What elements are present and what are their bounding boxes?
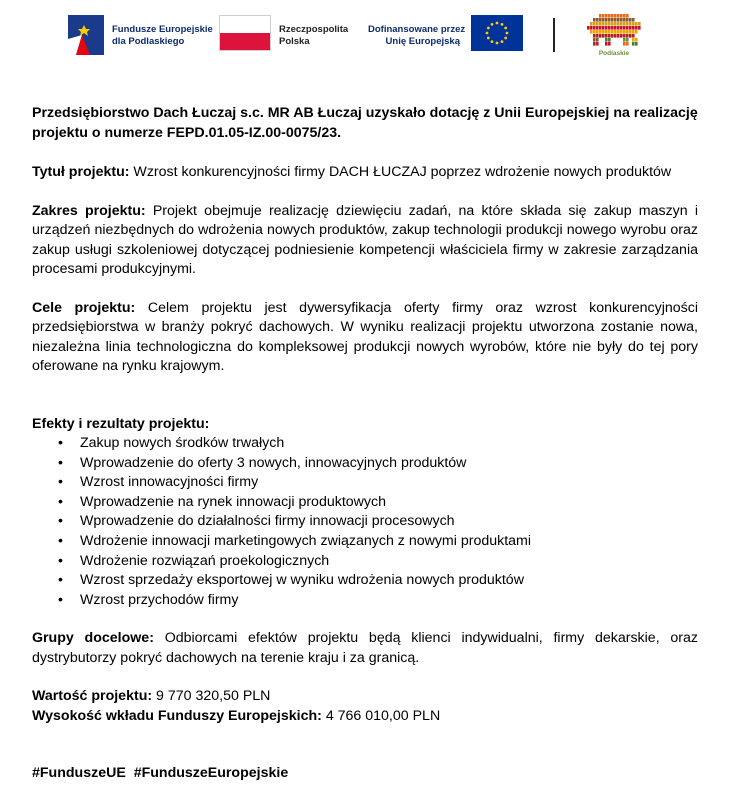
mosaic-tile	[593, 26, 596, 30]
mosaic-tile	[617, 30, 620, 34]
target-groups-label: Grupy docelowe:	[32, 630, 154, 647]
mosaic-tile	[635, 42, 638, 46]
mosaic-tile	[593, 34, 596, 38]
list-item: • Wprowadzenie do działalności firmy innowacji procesowych	[32, 512, 698, 532]
mosaic-tile	[605, 34, 608, 38]
eu-star	[487, 37, 490, 40]
mosaic-tile	[596, 34, 599, 38]
hashtags: #FunduszeUE #FunduszeEuropejskie	[32, 765, 289, 782]
polish-flag-icon	[219, 15, 271, 51]
eu-star	[504, 27, 507, 30]
mosaic-tile	[614, 14, 617, 18]
mosaic-tile	[629, 30, 632, 34]
mosaic-tile	[632, 26, 635, 30]
list-item: • Wzrost innowacyjności firmy	[32, 473, 698, 493]
logo-separator	[553, 18, 555, 52]
mosaic-tile	[593, 22, 596, 26]
mosaic-tile	[623, 42, 626, 46]
heading: Przedsiębiorstwo Dach Łuczaj s.c. MR AB Łuczaj uzyskało dotację z Unii Europejskiej na realizację projektu o numerze FEPD.01.05-IZ.00-0075/23.	[32, 105, 698, 141]
eu-star	[504, 37, 507, 40]
rp-logo-text: Rzeczpospolita Polska	[279, 24, 349, 47]
mosaic-tile	[614, 34, 617, 38]
mosaic-tile	[605, 22, 608, 26]
project-title	[32, 163, 698, 183]
mosaic-tile	[620, 18, 623, 22]
mosaic-tile	[629, 22, 632, 26]
mosaic-tile	[596, 18, 599, 22]
mosaic-tile	[632, 30, 635, 34]
mosaic-tile	[635, 38, 638, 42]
mosaic-tile	[605, 30, 608, 34]
mosaic-tile	[593, 38, 596, 42]
eu-cofunded-logo	[368, 15, 528, 57]
mosaic-tile	[623, 14, 626, 18]
project-goals-text: Celem projektu jest dywersyfikacja oferty firmy oraz wzrost konkurencyjności przedsiębiorstwa w branży pokryć dachowych. W wyniku realizacji projektu utworzona zostanie nowa, niezależna linia technologiczna do kompleksowej produkcji nowych wyrobów, które nie były do tej pory oferowane na rynku krajowym.	[32, 299, 698, 374]
list-item: • Wdrożenie innowacji marketingowych związanych z nowymi produktami	[32, 532, 698, 552]
mosaic-tile	[599, 22, 602, 26]
mosaic-tile	[611, 30, 614, 34]
mosaic-tile	[608, 18, 611, 22]
eu-star	[501, 40, 504, 43]
mosaic-tile	[620, 34, 623, 38]
mosaic-tile	[623, 34, 626, 38]
eu-flag-icon	[471, 15, 523, 51]
eu-contribution-label: Wysokość wkładu Funduszy Europejskich:	[32, 707, 322, 724]
mosaic-tile	[614, 22, 617, 26]
mosaic-tile	[614, 26, 617, 30]
mosaic-tile	[623, 18, 626, 22]
mosaic-tile	[635, 26, 638, 30]
list-item: • Zakup nowych środków trwałych	[32, 434, 698, 454]
project-scope	[32, 202, 698, 280]
mosaic-tile	[593, 18, 596, 22]
podlaskie-label: Podlaskie	[598, 50, 630, 57]
mosaic-tile	[602, 14, 605, 18]
mosaic-tile	[626, 26, 629, 30]
mosaic-tile	[608, 38, 611, 42]
mosaic-tile	[614, 18, 617, 22]
list-item: • Wzrost przychodów firmy	[32, 591, 698, 611]
mosaic-tile	[632, 34, 635, 38]
mosaic-tile	[626, 34, 629, 38]
eu-star	[506, 32, 509, 35]
mosaic-tile	[608, 22, 611, 26]
mosaic-tile	[608, 26, 611, 30]
mosaic-tile	[605, 14, 608, 18]
project-goals	[32, 299, 698, 377]
project-title-label: Tytuł projektu:	[32, 164, 130, 180]
mosaic-tile	[593, 30, 596, 34]
mosaic-tile	[599, 26, 602, 30]
mosaic-tile	[617, 34, 620, 38]
mosaic-tile	[602, 26, 605, 30]
mosaic-tile	[596, 42, 599, 46]
eu-star	[487, 27, 490, 30]
list-item: • Wdrożenie rozwiązań proekologicznych	[32, 552, 698, 572]
effects-label: Efekty i rezultaty projektu:	[32, 415, 210, 432]
project-value-amount: 9 770 320,50 PLN	[152, 688, 271, 705]
mosaic-tile	[593, 42, 596, 46]
bison-icon	[584, 12, 644, 50]
project-goals-label: Cele projektu:	[32, 299, 136, 316]
target-groups-text: Odbiorcami efektów projektu będą klienci indywidualni, firmy dekarskie, oraz dystrybutorzy pokryć dachowych na terenie kraju i za granicą.	[32, 630, 699, 666]
mosaic-tile	[611, 26, 614, 30]
project-value	[32, 687, 698, 707]
eu-contribution-amount: 4 766 010,00 PLN	[321, 707, 441, 724]
mosaic-tile	[617, 14, 620, 18]
mosaic-tile	[638, 22, 641, 26]
mosaic-tile	[635, 22, 638, 26]
mosaic-tile	[617, 26, 620, 30]
eu-logo-text: Dofinansowane przez Unię Europejską	[368, 24, 466, 47]
mosaic-tile	[602, 34, 605, 38]
mosaic-tile	[602, 22, 605, 26]
mosaic-tile	[596, 30, 599, 34]
mosaic-tile	[632, 42, 635, 46]
mosaic-tile	[596, 38, 599, 42]
mosaic-tile	[620, 14, 623, 18]
mosaic-tile	[611, 14, 614, 18]
mosaic-tile	[611, 18, 614, 22]
eu-star	[491, 23, 494, 26]
mosaic-tile	[632, 38, 635, 42]
mosaic-tile	[602, 18, 605, 22]
mosaic-tile	[590, 22, 593, 26]
podlaskie-logo	[584, 12, 644, 62]
mosaic-tile	[608, 42, 611, 46]
eu-star	[501, 23, 504, 26]
mosaic-tile	[626, 22, 629, 26]
mosaic-tile	[635, 30, 638, 34]
fundusze-europejskie-logo	[68, 15, 218, 57]
mosaic-tile	[626, 30, 629, 34]
mosaic-tile	[590, 26, 593, 30]
mosaic-tile	[608, 14, 611, 18]
mosaic-tile	[617, 18, 620, 22]
mosaic-tile	[599, 30, 602, 34]
eu-star	[491, 40, 494, 43]
mosaic-tile	[629, 34, 632, 38]
rzeczpospolita-polska-logo	[219, 15, 359, 57]
mosaic-tile	[608, 30, 611, 34]
project-value-label: Wartość projektu:	[32, 688, 153, 705]
eu-star	[496, 42, 499, 45]
project-scope-label: Zakres projektu:	[32, 202, 146, 219]
document-body	[32, 104, 698, 784]
mosaic-tile	[611, 34, 614, 38]
list-item: • Wzrost sprzedaży eksportowej w wyniku wdrożenia nowych produktów	[32, 571, 698, 591]
mosaic-tile	[605, 26, 608, 30]
mosaic-tile	[587, 26, 590, 30]
project-title-text: Wzrost konkurencyjności firmy DACH ŁUCZAJ poprzez wdrożenie nowych produktów	[129, 164, 672, 180]
mosaic-tile	[632, 18, 635, 22]
list-item: • Wprowadzenie do oferty 3 nowych, innowacyjnych produktów	[32, 454, 698, 474]
mosaic-tile	[623, 26, 626, 30]
fe-logo-text: Fundusze Europejskie dla Podlaskiego	[112, 24, 213, 47]
mosaic-tile	[605, 18, 608, 22]
mosaic-tile	[620, 22, 623, 26]
mosaic-tile	[626, 38, 629, 42]
mosaic-tile	[608, 34, 611, 38]
mosaic-tile	[626, 42, 629, 46]
mosaic-tile	[632, 22, 635, 26]
mosaic-tile	[605, 42, 608, 46]
mosaic-tile	[617, 22, 620, 26]
mosaic-tile	[626, 14, 629, 18]
eu-star	[496, 22, 499, 25]
mosaic-tile	[623, 30, 626, 34]
mosaic-tile	[599, 34, 602, 38]
mosaic-tile	[590, 30, 593, 34]
mosaic-tile	[599, 18, 602, 22]
eu-star	[486, 32, 489, 35]
mosaic-tile	[620, 30, 623, 34]
effects-list	[32, 434, 698, 610]
mosaic-tile	[623, 22, 626, 26]
eu-contribution	[32, 707, 698, 727]
mosaic-tile	[611, 22, 614, 26]
mosaic-tile	[605, 38, 608, 42]
mosaic-tile	[629, 18, 632, 22]
mosaic-tile	[596, 22, 599, 26]
mosaic-tile	[638, 26, 641, 30]
mosaic-tile	[620, 26, 623, 30]
mosaic-tile	[602, 30, 605, 34]
list-item: • Wprowadzenie na rynek innowacji produktowych	[32, 493, 698, 513]
mosaic-tile	[599, 14, 602, 18]
mosaic-tile	[629, 26, 632, 30]
fundusze-europejskie-icon	[68, 15, 104, 55]
mosaic-tile	[623, 38, 626, 42]
project-scope-text: Projekt obejmuje realizację dziewięciu zadań, na które składa się zakup maszyn i urządzeń niezbędnych do wdrożenia nowych produktów, zakup technologii produkcji nowego wyrobu oraz zakup usługi szkoleniowej dotyczącej podniesienie kompetencji właściciela firmy w zakresie zarządzania procesami produkcyjnymi.	[32, 202, 698, 277]
target-groups	[32, 629, 698, 668]
logo-bar	[0, 0, 731, 80]
mosaic-tile	[614, 30, 617, 34]
mosaic-tile	[626, 18, 629, 22]
mosaic-tile	[596, 26, 599, 30]
